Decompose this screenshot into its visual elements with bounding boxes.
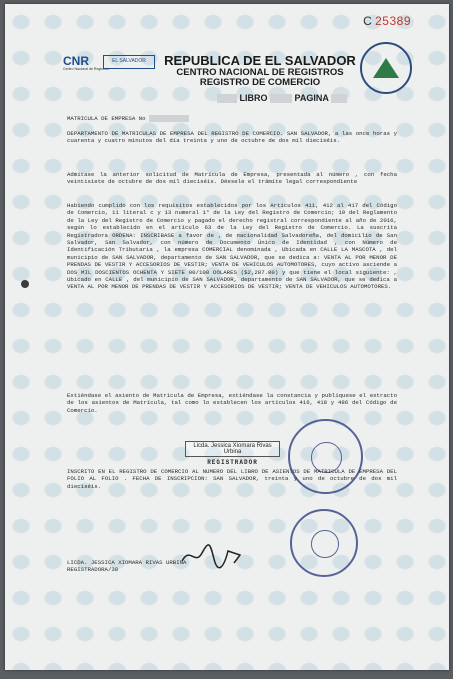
header-line3: REGISTRO DE COMERCIO [199,77,321,88]
paragraph-admission: Admítase la anterior solicitud de Matrícula de Empresa, presentada al número , con fecha veintisiete de octubre de dos mil dieciséis. Déesele el trámite legal correspondiente [67,171,397,186]
paragraph-signoff: LICDA. JESSICA XIOMARA RIVAS URBINA REGISTRADORA/38 [67,559,187,574]
punch-hole [21,280,29,288]
document-page [5,4,449,670]
el-salvador-logo: EL SALVADOR [103,55,155,69]
paragraph-intro: DEPARTAMENTO DE MATRICULAS DE EMPRESA DEL REGISTRO DE COMERCIO. SAN SALVADOR, a las once horas y cuarenta y cuatro minutos del día treinta y uno de octubre de dos mil dieciséis. [67,130,397,145]
registrar-signature-block: Licda. Jessica Xiomara Rivas Urbina REGISTRADOR [185,441,280,466]
paragraph-order: Habiendo cumplido con los requisitos establecidos por los Artículos 411, 412 al 417 del Código de Comercio, 11 literal c y 13 numeral 1° de la Ley del Registro de Comercio; 10 del Reglamento de la Ley del Registro de Comercio y pagado el derecho registral correspondiente al año de 2016, según lo establecido en el artículo 63 de la Ley del Registro de Comercio. La suscrita Registradora ORDENA: INSCRIBASE a favor de , de nacionalidad Salvadoreña, del domicilio de San Salvador, San Salvador, con número de Documento Único de Identidad , con Número de Identificación Tributaria , la empresa COMERCIAL denominada , Ubicada en CALLE LA MASCOTA , del municipio de SAN SALVADOR, departamento de SAN SALVADOR, que se dedica a: VENTA AL POR MENOR DE PRENDAS DE VESTIR Y ACCESORIOS DE VESTIR; VENTA DE VEHICULOS AUTOMOTORES, cuyo activo asciende a DOS MIL DOSCIENTOS OCHENTA Y SIETE 00/100 DOLARES ($2,287.00) y que tiene el local siguiente: , Ubicado en CALLE , del municipio de SAN SALVADOR, departamento de SAN SALVADOR, que se dedica a VENTA AL POR MENOR DE PRENDAS DE VESTIR Y ACCESORIOS DE VESTIR; VENTA DE VEHICULOS AUTOMOTORES. [67,202,397,291]
paragraph-extend: Extiéndase el asiento de Matrícula de Empresa, extiéndase la constancia y publíquese el extracto de los asientos de Matrícula, tal como lo establecen los artículos 416, 418 y 486 del Código de Comercio. [67,392,397,414]
header-line2: CENTRO NACIONAL DE REGISTROS [176,67,344,78]
libro-pagina-line: LIBRO PAGINA [217,93,347,103]
serial-number: C 25389 [363,14,411,28]
paragraph-inscribed: INSCRITO EN EL REGISTRO DE COMERCIO AL NUMERO DEL LIBRO DE ASIENTOS DE MATRICULA DE EMPRESA DEL FOLIO AL FOLIO . FECHA DE INSCRIPCION: SAN SALVADOR, treinta y uno de octubre de dos mil dieciséis. [67,468,397,490]
document-header [155,54,365,88]
cnr-logo: CNR Centro Nacional de Registros EL SALVADOR [63,54,158,76]
header-line1: REPUBLICA DE EL SALVADOR [164,53,356,68]
coat-of-arms-seal [360,42,412,94]
matricula-line: MATRICULA DE EMPRESA No [67,115,397,122]
